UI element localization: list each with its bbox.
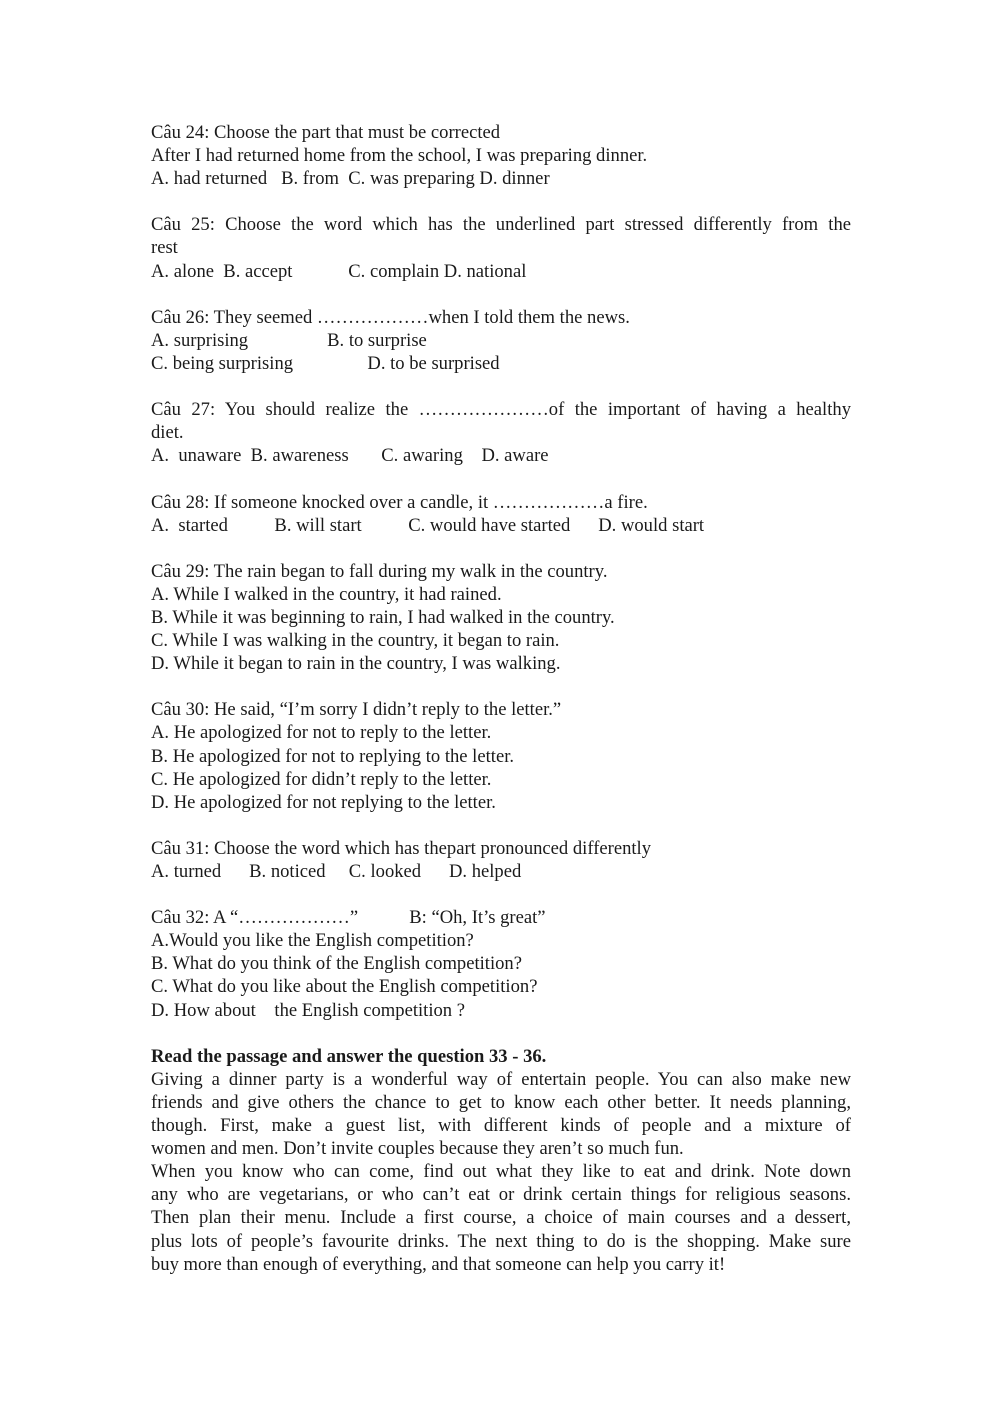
question-29-option-d: D. While it began to rain in the country, I was walking. <box>151 653 561 675</box>
question-29-option-a: A. While I walked in the country, it had rained. <box>151 583 502 605</box>
question-30 <box>151 698 851 813</box>
reading-passage <box>151 1045 851 1276</box>
question-27-options: A. unaware B. awareness C. awaring D. aware <box>151 445 549 467</box>
question-32 <box>151 906 851 1021</box>
question-28 <box>151 491 851 537</box>
question-25-prompt-line1: Câu 25: Choose the word which has the underlined part stressed differently from the <box>151 214 851 236</box>
passage-line: friends and give others the chance to get to know each other better. It needs planning, <box>151 1091 851 1113</box>
question-32-option-a: A.Would you like the English competition? <box>151 930 474 952</box>
question-25-options: A. alone B. accept C. complain D. national <box>151 260 527 282</box>
question-24 <box>151 121 851 190</box>
question-32-option-c: C. What do you like about the English competition? <box>151 976 538 998</box>
question-31 <box>151 837 851 883</box>
question-27-prompt-line1: Câu 27: You should realize the …………………of the important of having a healthy <box>151 399 851 421</box>
question-28-prompt: Câu 28: If someone knocked over a candle, it ………………a fire. <box>151 491 648 513</box>
question-32-option-d: D. How about the English competition ? <box>151 999 465 1021</box>
question-30-prompt: Câu 30: He said, “I’m sorry I didn’t reply to the letter.” <box>151 699 562 721</box>
question-26-options-row2: C. being surprising D. to be surprised <box>151 352 500 374</box>
question-32-option-b: B. What do you think of the English competition? <box>151 953 522 975</box>
passage-line: When you know who can come, find out what they like to eat and drink. Note down <box>151 1161 851 1183</box>
question-25 <box>151 213 851 282</box>
question-30-option-d: D. He apologized for not replying to the letter. <box>151 791 496 813</box>
question-29-prompt: Câu 29: The rain began to fall during my walk in the country. <box>151 560 608 582</box>
question-28-options: A. started B. will start C. would have started D. would start <box>151 514 705 536</box>
passage-line: any who are vegetarians, or who can’t eat or drink certain things for religious seasons. <box>151 1184 851 1206</box>
question-24-options: A. had returned B. from C. was preparing D. dinner <box>151 168 550 190</box>
question-26-options-row1: A. surprising B. to surprise <box>151 329 427 351</box>
passage-heading: Read the passage and answer the question 33 - 36. <box>151 1045 547 1067</box>
question-24-prompt: Câu 24: Choose the part that must be corrected <box>151 122 501 143</box>
passage-line: women and men. Don’t invite couples because they aren’t so much fun. <box>151 1138 684 1160</box>
question-26-prompt: Câu 26: They seemed ………………when I told them the news. <box>151 306 630 328</box>
question-24-sentence: After I had returned home from the school, I was preparing dinner. <box>151 145 648 167</box>
passage-line: Giving a dinner party is a wonderful way of entertain people. You can also make new <box>151 1068 851 1090</box>
question-29-option-b: B. While it was beginning to rain, I had walked in the country. <box>151 606 615 628</box>
passage-line: though. First, make a guest list, with different kinds of people and a mixture of <box>151 1115 851 1137</box>
question-31-options: A. turned B. noticed C. looked D. helped <box>151 861 522 882</box>
question-27-prompt-line2: diet. <box>151 422 184 444</box>
question-29 <box>151 560 851 675</box>
passage-line: plus lots of people’s favourite drinks. The next thing to do is the shopping. Make sure <box>151 1230 851 1252</box>
passage-line: Then plan their menu. Include a first course, a choice of main courses and a dessert, <box>151 1207 851 1229</box>
worksheet-page <box>151 121 851 1276</box>
question-31-prompt: Câu 31: Choose the word which has thepart pronounced differently <box>151 837 652 859</box>
question-26 <box>151 306 851 375</box>
question-32-prompt: Câu 32: A “………………” B: “Oh, It’s great” <box>151 907 546 929</box>
question-30-option-b: B. He apologized for not to replying to the letter. <box>151 745 515 767</box>
passage-line: buy more than enough of everything, and that someone can help you carry it! <box>151 1253 726 1275</box>
question-30-option-a: A. He apologized for not to reply to the letter. <box>151 722 492 744</box>
question-25-prompt-line2: rest <box>151 237 178 259</box>
question-29-option-c: C. While I was walking in the country, it began to rain. <box>151 630 560 652</box>
question-30-option-c: C. He apologized for didn’t reply to the letter. <box>151 768 492 790</box>
question-27 <box>151 398 851 467</box>
